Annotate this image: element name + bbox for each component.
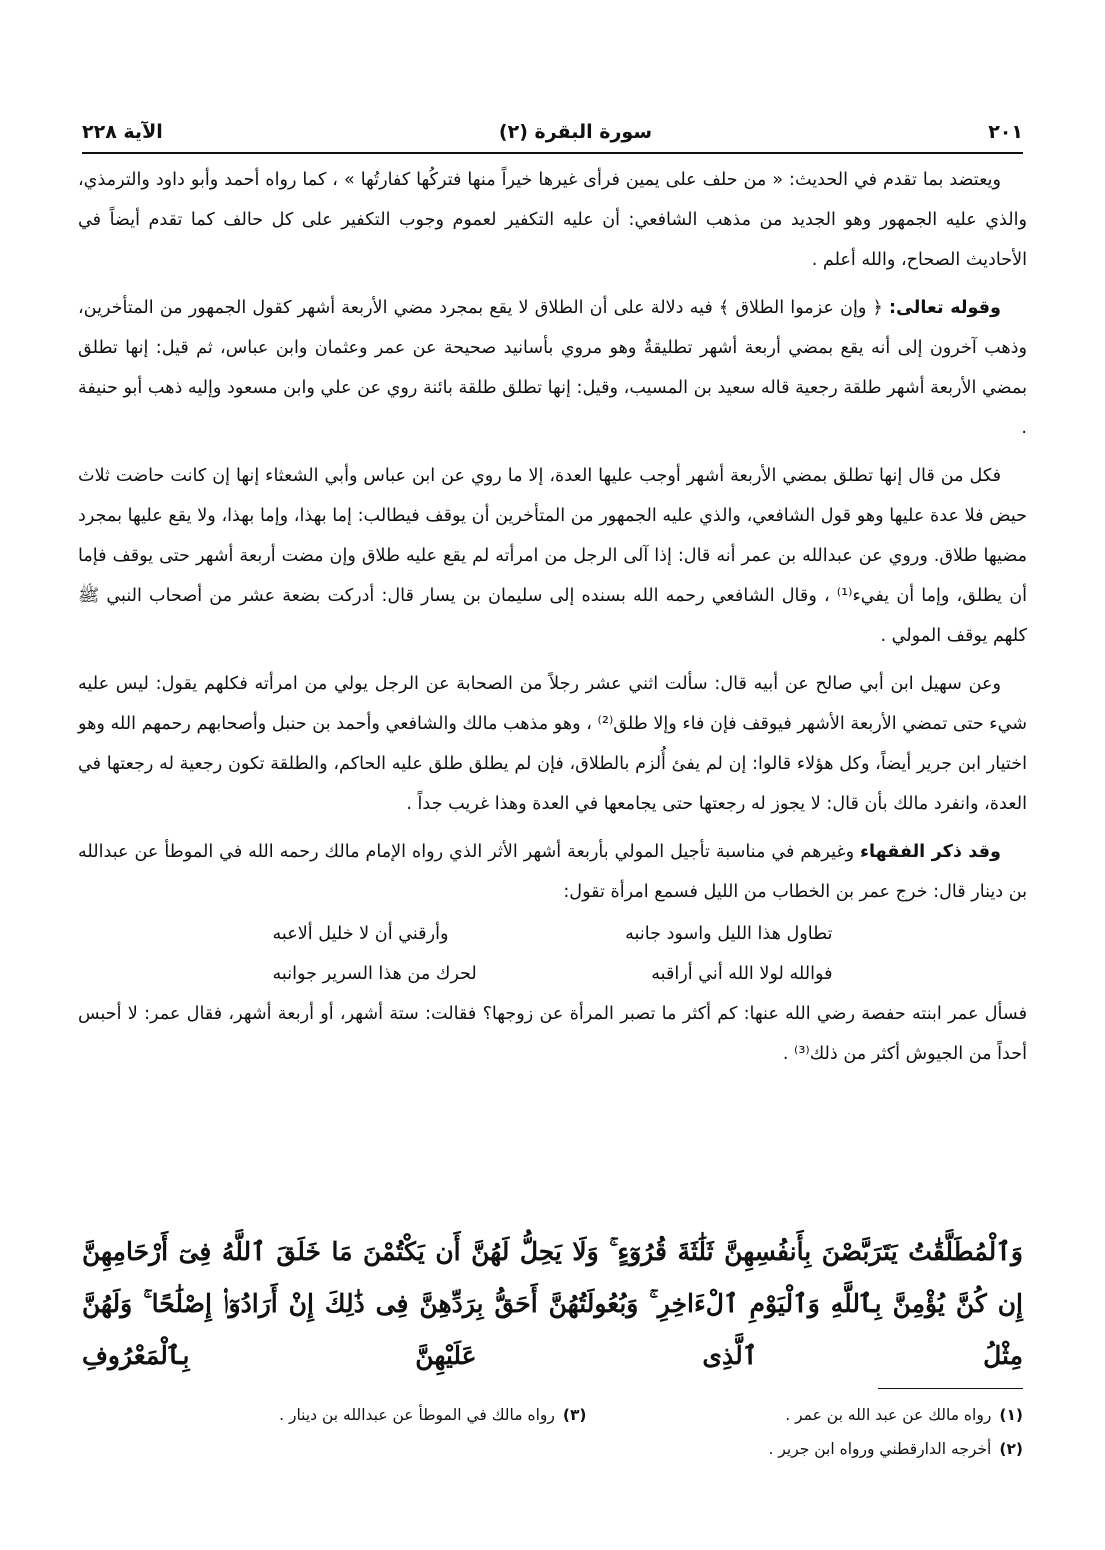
poem-line-1 — [273, 914, 833, 954]
quran-verse: وَٱلْمُطَلَّقَٰتُ يَتَرَبَّصْنَ بِأَنفُسِهِنَّ ثَلَٰثَةَ قُرُوٓءٍ ۚ وَلَا يَحِلُّ لَهُنَّ أَن يَكْتُمْنَ مَا خَلَقَ ٱللَّهُ فِىٓ أَرْحَامِهِنَّ إِن كُنَّ يُؤْمِنَّ بِٱللَّهِ وَٱلْيَوْمِ ٱلْءَاخِرِ ۚ وَبُعُولَتُهُنَّ أَحَقُّ بِرَدِّهِنَّ فِى ذَٰلِكَ إِنْ أَرَادُوٓا۟ إِصْلَٰحًا ۚ وَلَهُنَّ مِثْلُ ٱلَّذِى عَلَيْهِنَّ بِٱلْمَعْرُوفِ — [82, 1237, 1023, 1370]
paragraph-3 — [78, 456, 1027, 656]
footnote-1 — [587, 1398, 1024, 1432]
paragraph-4 — [78, 664, 1027, 824]
closing-paragraph: فسأل عمر ابنته حفصة رضي الله عنها: كم أكثر ما تصبر المرأة عن زوجها؟ فقالت: ستة أشهر، أو أربعة أشهر، فقال عمر: لا أحبس أحداً من الجيوش أكثر من ذلك⁽³⁾ . — [78, 1004, 1027, 1064]
paragraph-lead: وقد ذكر الفقهاء — [860, 842, 1001, 862]
poem-hemistich: لحرك من هذا السرير جوانبه — [272, 964, 477, 984]
footnote-divider — [878, 1388, 1023, 1389]
poem-hemistich: فوالله لولا الله أني أراقبه — [651, 964, 833, 984]
footnote-2 — [587, 1432, 1024, 1466]
ayah-label: الآية ٢٢٨ — [82, 121, 163, 143]
poem-hemistich: تطاول هذا الليل واسود جانبه — [625, 924, 833, 944]
poem-line-2 — [273, 954, 833, 994]
footnote-number: (٣) — [562, 1406, 587, 1424]
poem-hemistich: وأرقني أن لا خليل ألاعبه — [272, 924, 449, 944]
paragraph-body: ويعتضد بما تقدم في الحديث: « من حلف على يمين فرأى غيرها خيراً منها فتركُها كفارتُها » ، كما رواه أحمد وأبو داود والترمذي، والذي عليه الجمهور وهو الجديد من مذهب الشافعي: أن عليه التكفير لعموم وجوب التكفير على كل حالف كما تقدم أيضاً في الأحاديث الصحاح، والله أعلم . — [78, 170, 1027, 270]
paragraph-body: فكل من قال إنها تطلق بمضي الأربعة أشهر أوجب عليها العدة، إلا ما روي عن ابن عباس وأبي الشعثاء إنها إن كانت حاضت ثلاث حيض فلا عدة عليها وهو قول الشافعي، والذي عليه الجمهور من المتأخرين أن يوقف فيطالب: إما بهذا، وإما بهذا، ولا يقع عليها بمجرد مضيها طلاق. وروي عن عبدالله بن عمر أنه قال: إذا آلى الرجل من امرأته لم يقع عليه طلاق وإن مضت أربعة أشهر حتى يوقف فإما أن يطلق، وإما أن يفيء⁽¹⁾ ، وقال الشافعي رحمه الله بسنده إلى سليمان بن يسار قال: أدركت بضعة عشر من أصحاب النبي ﷺ كلهم يوقف المولي . — [78, 466, 1027, 646]
footnote-text: رواه مالك في الموطأ عن عبدالله بن دينار . — [279, 1406, 555, 1424]
paragraph-lead: وقوله تعالى: — [888, 298, 1001, 318]
page-header — [82, 112, 1023, 154]
footnote-number: (١) — [999, 1406, 1023, 1424]
footnote-text: أخرجه الدارقطني ورواه ابن جرير . — [768, 1440, 992, 1458]
paragraph-2 — [78, 288, 1027, 448]
page-number: ٢٠١ — [988, 121, 1023, 143]
paragraph-body: ﴿ وإن عزموا الطلاق ﴾ فيه دلالة على أن الطلاق لا يقع بمجرد مضي الأربعة أشهر كقول الجمهور من المتأخرين، وذهب آخرون إلى أنه يقع بمضي أربعة أشهر تطليقةٌ وهو مروي بأسانيد صحيحة عن عمر وعثمان وابن عباس، ثم قيل: إنها تطلق بمضي الأربعة أشهر طلقة رجعية قاله سعيد بن المسيب، وقيل: إنها تطلق طلقة بائنة روي عن علي وابن مسعود وإليه ذهب أبو حنيفة . — [78, 298, 1027, 438]
footnotes — [150, 1398, 1023, 1466]
surah-title: (٢) سورة البقرة — [498, 121, 653, 143]
main-text — [78, 160, 1027, 1082]
paragraph-body: وغيرهم في مناسبة تأجيل المولي بأربعة أشهر الأثر الذي رواه الإمام مالك رحمه الله في الموطأ عن عبدالله بن دينار قال: خرج عمر بن الخطاب من الليل فسمع امرأة تقول: — [78, 842, 1027, 902]
paragraph-5 — [78, 832, 1027, 912]
paragraph-1 — [78, 160, 1027, 280]
footnote-number: (٢) — [999, 1440, 1023, 1458]
footnote-row — [150, 1432, 1023, 1466]
footnote-3 — [150, 1398, 587, 1432]
paragraph-body: وعن سهيل ابن أبي صالح عن أبيه قال: سألت اثني عشر رجلاً من الصحابة عن الرجل يولي من امرأته فكلهم يقول: ليس عليه شيء حتى تمضي الأربعة الأشهر فيوقف فإن فاء وإلا طلق⁽²⁾ ، وهو مذهب مالك والشافعي وأحمد بن حنبل وأصحابهم رحمهم الله وهو اختيار ابن جرير أيضاً، وكل هؤلاء قالوا: إن لم يفئ أُلزم بالطلاق، فإن لم يطلق طلق عليه الحاكم، والطلقة تكون رجعية له رجعتها في العدة، وانفرد مالك بأن قال: لا يجوز له رجعتها حتى يجامعها في العدة وهذا غريب جداً . — [78, 674, 1027, 814]
footnote-text: رواه مالك عن عبد الله بن عمر . — [785, 1406, 992, 1424]
footnote-row — [150, 1398, 1023, 1432]
